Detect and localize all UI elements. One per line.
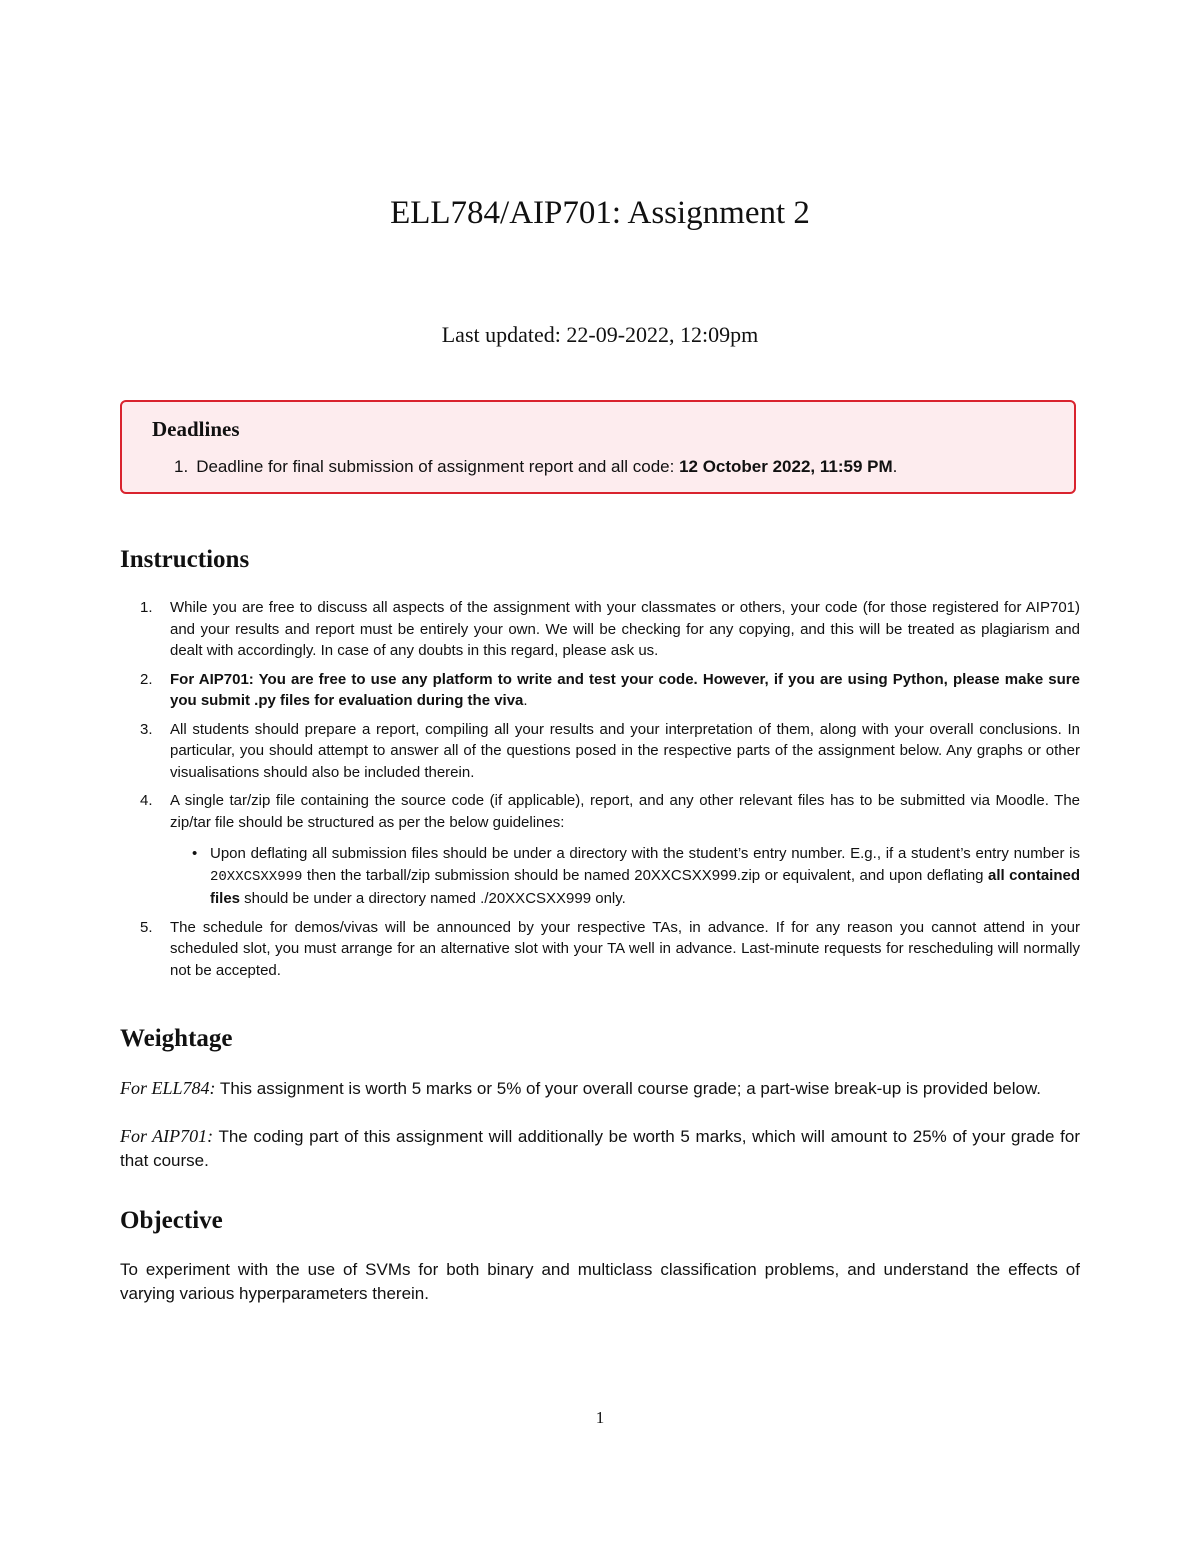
deadline-item-end: . [892,457,898,476]
guideline-text: Upon deflating all submission files should be under a directory with the student’s entry number. E.g., if a student’s entry number is [210,845,1080,862]
ell-label: For ELL784: [120,1078,216,1098]
guideline-bold: all contained files [210,866,1081,907]
instruction-item [120,597,1080,662]
instruction-number: 5. [140,918,153,936]
weightage-ell [120,1076,1080,1101]
deadline-item-number: 1. [174,457,189,476]
instructions-heading: Instructions [120,546,250,573]
ell-text: This assignment is worth 5 marks or 5% of your overall course grade; a part-wise break-up is provided below. [215,1079,1042,1098]
instruction-text: The schedule for demos/vivas will be announced by your respective TAs, in advance. If for any reason you cannot attend in your scheduled slot, you must arrange for an alternative slot with your TA well in advance. Last-minute requests for rescheduling will normally not be accepted. [170,918,1080,979]
last-updated: Last updated: 22-09-2022, 12:09pm [441,322,759,347]
deadline-item-text: Deadline for final submission of assignment report and all code: [196,457,680,476]
objective-text: To experiment with the use of SVMs for both binary and multiclass classification problems, and understand the effects of varying various hyperparameters therein. [120,1260,1080,1303]
page-number: 1 [595,1408,605,1427]
aip-text: The coding part of this assignment will additionally be worth 5 marks, which will amount to 25% of your grade for that course. [120,1127,1080,1170]
deadline-date: 12 October 2022, 11:59 PM [679,457,893,476]
document-page [120,0,1080,1553]
instruction-item [120,917,1080,982]
instructions-list [120,597,1080,988]
weightage-aip [120,1124,1080,1173]
instruction-number: 4. [140,792,153,809]
instruction-item [120,669,1080,712]
instruction-text: All students should prepare a report, compiling all your results and your interpretation of them, along with your overall conclusions. In particular, you should attempt to answer all of the questions posed in the respective parts of the assignment below. Any graphs or other visualisations should also be included therein. [170,720,1080,781]
instruction-number: 2. [140,670,153,688]
weightage-heading: Weightage [120,1025,233,1052]
aip-label: For AIP701: [120,1126,214,1146]
instruction-item [120,719,1080,784]
deadlines-box [120,400,1076,494]
instruction-text: While you are free to discuss all aspects of the assignment with your classmates or others, your code (for those registered for AIP701) and your results and report must be entirely your own. We will be checking for any copying, and this will be treated as plagiarism and dealt with accordingly. In case of any doubts in this regard, please ask us. [170,599,1080,659]
bullet-icon: • [192,845,198,862]
guideline-text: should be under a directory named ./20XXCSXX999 only. [240,890,626,907]
instruction-item [120,790,1080,910]
submission-guidelines-list [170,843,1080,910]
entry-number-code: 20XXCSXX999 [210,868,303,885]
instruction-text: A single tar/zip file containing the source code (if applicable), report, and any other relevant files has to be submitted via Moodle. The zip/tar file should be structured as per the below guidelines: [170,792,1080,831]
instruction-number: 1. [140,599,153,616]
deadline-item [174,457,897,477]
deadlines-heading: Deadlines [152,417,240,441]
guideline-item [170,843,1080,910]
instruction-text-end: . [523,692,528,709]
guideline-text: then the tarball/zip submission should be named 20XXCSXX999.zip or equivalent, and upon deflating [302,866,989,884]
instruction-number: 3. [140,720,153,738]
instruction-text-bold: For AIP701: You are free to use any platform to write and test your code. However, if you are using Python, please make sure you submit .py files for evaluation during the viva [170,670,1080,709]
document-title: ELL784/AIP701: Assignment 2 [390,195,810,231]
objective-heading: Objective [120,1207,223,1234]
